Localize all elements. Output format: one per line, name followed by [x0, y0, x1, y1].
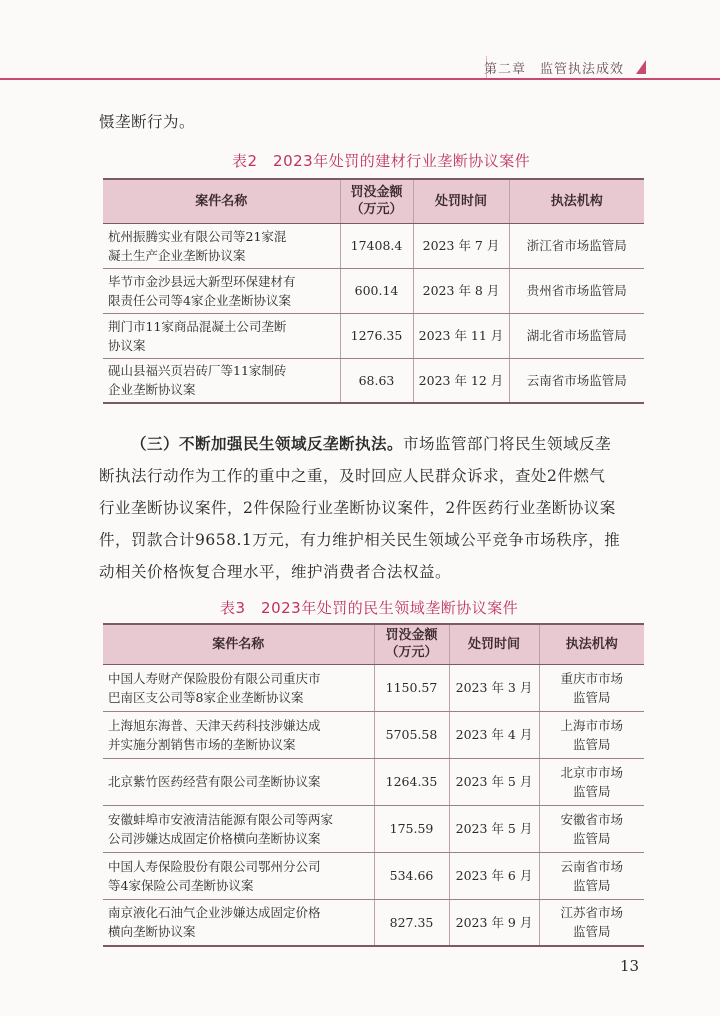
agency: 云南省市场监管局: [509, 358, 644, 403]
table-row: [103, 313, 644, 358]
intro-tail: 慑垄断行为。: [99, 113, 196, 131]
amount: 1150.57: [374, 664, 449, 711]
para3-line2: 断执法行动作为工作的重中之重，及时回应人民群众诉求，查处2件燃气: [99, 467, 606, 485]
agency: 贵州省市场监管局: [509, 268, 644, 313]
running-header: [483, 56, 646, 78]
para3-line4: 件，罚款合计9658.1万元，有力维护相关民生领域公平竞争市场秩序，推: [99, 531, 621, 549]
case-name: 中国人寿财产保险股份有限公司重庆市 巴南区支公司等8家企业垄断协议案: [103, 664, 374, 711]
amount: 1264.35: [374, 758, 449, 805]
para3-line1: （三）不断加强民生领域反垄断执法。市场监管部门将民生领域反垄: [131, 435, 612, 453]
col-amount: 罚没金额 （万元）: [374, 624, 449, 664]
date: 2023 年 8 月: [413, 268, 509, 313]
table-row: [103, 758, 644, 805]
table-row: [103, 899, 644, 946]
date: 2023 年 5 月: [449, 758, 539, 805]
date: 2023 年 9 月: [449, 899, 539, 946]
table2-caption: 表2 2023年处罚的建材行业垄断协议案件: [232, 152, 531, 170]
corner-triangle-icon: [636, 60, 646, 74]
date: 2023 年 4 月: [449, 711, 539, 758]
amount: 17408.4: [340, 223, 413, 268]
table-row: [103, 664, 644, 711]
case-name: 南京液化石油气企业涉嫌达成固定价格 横向垄断协议案: [103, 899, 374, 946]
para3-line5: 动相关价格恢复合理水平，维护消费者合法权益。: [99, 563, 452, 581]
page-number: 13: [620, 957, 640, 975]
date: 2023 年 6 月: [449, 852, 539, 899]
case-name: 杭州振腾实业有限公司等21家混 凝土生产企业垄断协议案: [103, 223, 340, 268]
agency: 安徽省市场 监管局: [539, 805, 644, 852]
col-case-name: 案件名称: [103, 624, 374, 664]
case-name: 砚山县福兴页岩砖厂等11家制砖 企业垄断协议案: [103, 358, 340, 403]
col-agency: 执法机构: [509, 179, 644, 223]
agency: 云南省市场 监管局: [539, 852, 644, 899]
table-row: [103, 852, 644, 899]
amount: 600.14: [340, 268, 413, 313]
table3-caption: 表3 2023年处罚的民生领域垄断协议案件: [220, 599, 519, 617]
agency: 北京市市场 监管局: [539, 758, 644, 805]
table2-header-row: [103, 179, 644, 223]
date: 2023 年 11 月: [413, 313, 509, 358]
table-row: [103, 805, 644, 852]
header-rule: [0, 78, 720, 80]
case-name: 北京紫竹医药经营有限公司垄断协议案: [103, 758, 374, 805]
running-header-text: 第二章 监管执法成效: [483, 62, 624, 77]
date: 2023 年 12 月: [413, 358, 509, 403]
amount: 5705.58: [374, 711, 449, 758]
col-date: 处罚时间: [413, 179, 509, 223]
agency: 湖北省市场监管局: [509, 313, 644, 358]
col-agency: 执法机构: [539, 624, 644, 664]
table-row: [103, 358, 644, 403]
case-name: 中国人寿保险股份有限公司鄂州分公司 等4家保险公司垄断协议案: [103, 852, 374, 899]
table2: [103, 178, 644, 404]
date: 2023 年 7 月: [413, 223, 509, 268]
amount: 534.66: [374, 852, 449, 899]
date: 2023 年 3 月: [449, 664, 539, 711]
col-date: 处罚时间: [449, 624, 539, 664]
agency: 江苏省市场 监管局: [539, 899, 644, 946]
para3-heading: （三）不断加强民生领域反垄断执法。: [131, 435, 404, 453]
amount: 175.59: [374, 805, 449, 852]
agency: 浙江省市场监管局: [509, 223, 644, 268]
amount: 68.63: [340, 358, 413, 403]
table-row: [103, 223, 644, 268]
table-row: [103, 268, 644, 313]
case-name: 毕节市金沙县远大新型环保建材有 限责任公司等4家企业垄断协议案: [103, 268, 340, 313]
para3-line3: 行业垄断协议案件，2件保险行业垄断协议案件，2件医药行业垄断协议案: [99, 499, 616, 517]
table-row: [103, 711, 644, 758]
agency: 重庆市市场 监管局: [539, 664, 644, 711]
date: 2023 年 5 月: [449, 805, 539, 852]
case-name: 上海旭东海普、天津天药科技涉嫌达成 并实施分割销售市场的垄断协议案: [103, 711, 374, 758]
table3: [103, 623, 644, 947]
amount: 827.35: [374, 899, 449, 946]
col-amount: 罚没金额 （万元）: [340, 179, 413, 223]
case-name: 荆门市11家商品混凝土公司垄断 协议案: [103, 313, 340, 358]
case-name: 安徽蚌埠市安液清洁能源有限公司等两家 公司涉嫌达成固定价格横向垄断协议案: [103, 805, 374, 852]
table3-header-row: [103, 624, 644, 664]
agency: 上海市市场 监管局: [539, 711, 644, 758]
col-case-name: 案件名称: [103, 179, 340, 223]
amount: 1276.35: [340, 313, 413, 358]
